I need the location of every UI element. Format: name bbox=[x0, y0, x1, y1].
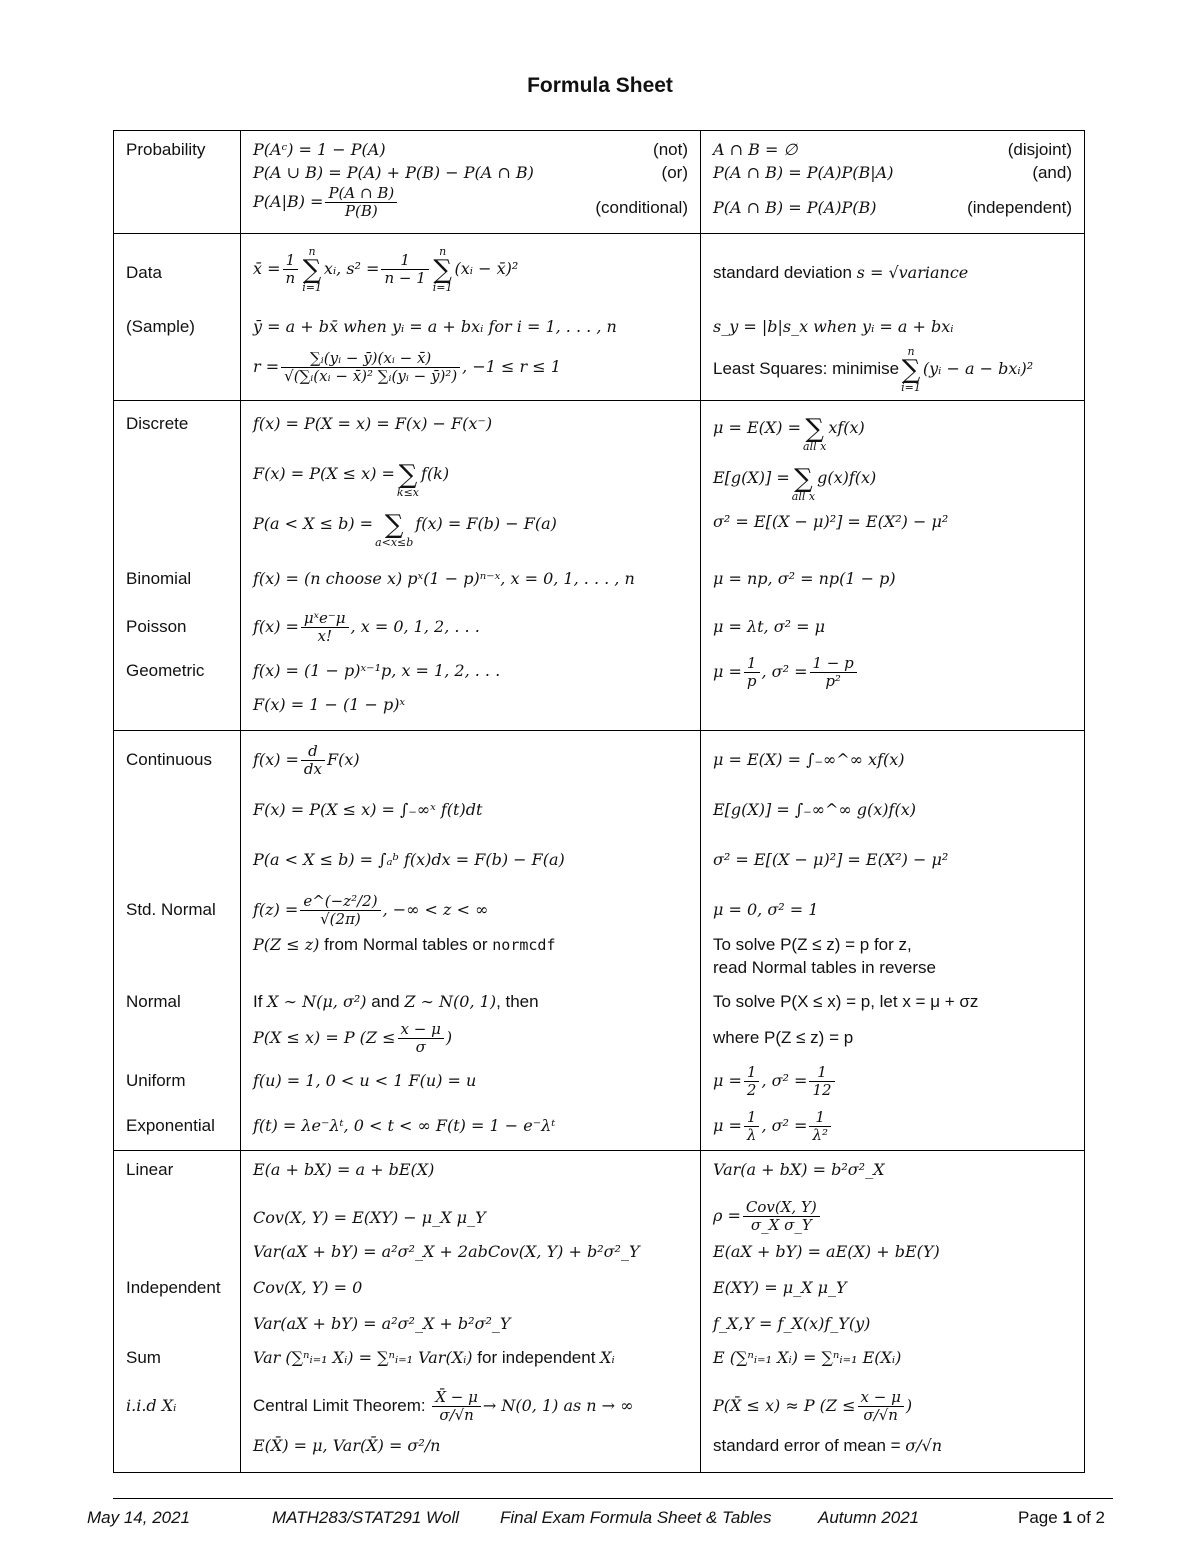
normal-cdf-formula: P(X ≤ x) = P (Z ≤ $\frac{x - \mu}{\sigma}$ ) bbox=[253, 1020, 453, 1056]
independent-variance: Var(aX + bY) = a²σ²_X + b²σ²_Y bbox=[253, 1314, 511, 1333]
discrete-cdf-formula: F(x) = P(X ≤ x) = ∑ k≤x f(k) bbox=[253, 459, 450, 499]
sum-variance: Var (∑ⁿᵢ₌₁ Xᵢ) = ∑ⁿᵢ₌₁ Var(Xᵢ) for independent Xᵢ bbox=[253, 1348, 615, 1367]
discrete-variance-formula: σ² = E[(X − μ)²] = E(X²) − μ² bbox=[713, 512, 949, 531]
linear-expectation: E(a + bX) = a + bE(X) bbox=[253, 1160, 435, 1179]
sum-label: Sum bbox=[126, 1348, 161, 1367]
linear-transform-mean: ȳ = a + bx̄ when yᵢ = a + bxᵢ for i = 1, . . . , n bbox=[253, 317, 617, 336]
discrete-expectation-formula: E[g(X)] = ∑ all x g(x)f(x) bbox=[713, 463, 877, 503]
reverse-tables-note: read Normal tables in reverse bbox=[713, 958, 936, 977]
footer-term: Autumn 2021 bbox=[818, 1508, 920, 1527]
uniform-pdf: f(u) = 1, 0 < u < 1 F(u) = u bbox=[253, 1071, 477, 1090]
std-normal-label: Std. Normal bbox=[126, 900, 216, 919]
scaled-sd-formula: s_y = |b|s_x when yᵢ = a + bxᵢ bbox=[713, 317, 954, 336]
linear-label: Linear bbox=[126, 1160, 174, 1179]
continuous-cdf-formula: F(x) = P(X ≤ x) = ∫₋∞ˣ f(t)dt bbox=[253, 800, 483, 819]
disjoint-rule: A ∩ B = ∅ bbox=[713, 140, 798, 159]
footer-rule bbox=[113, 1498, 1113, 1499]
poisson-pmf: f(x) = $\frac{\text{μˣe⁻μ}}{x!}$ , x = 0, 1, 2, . . . bbox=[253, 609, 480, 645]
conditional-note: (conditional) bbox=[595, 198, 688, 217]
poisson-label: Poisson bbox=[126, 617, 187, 636]
binomial-label: Binomial bbox=[126, 569, 192, 588]
std-dev-formula: standard deviation s = √variance bbox=[713, 263, 969, 282]
independent-label: Independent bbox=[126, 1278, 221, 1297]
sample-mean-moments: E(X̄) = μ, Var(X̄) = σ²/n bbox=[253, 1436, 441, 1455]
union-note: (or) bbox=[661, 163, 688, 182]
continuous-expectation-formula: E[g(X)] = ∫₋∞^∞ g(x)f(x) bbox=[713, 800, 916, 819]
least-squares-formula: Least Squares: minimise n ∑ i=1 (yᵢ − a − bxᵢ)² bbox=[713, 344, 1034, 394]
pmf-formula: f(x) = P(X = x) = F(x) − F(x⁻) bbox=[253, 414, 493, 433]
clt-approximation: P(X̄ ≤ x) ≈ P (Z ≤ $\frac{x - \mu}{\sigma/√n}$ ) bbox=[713, 1388, 913, 1424]
continuous-mean-formula: μ = E(X) = ∫₋∞^∞ xf(x) bbox=[713, 750, 905, 769]
data-row bbox=[114, 234, 1085, 401]
page-title: Formula Sheet bbox=[527, 74, 673, 97]
binomial-pmf: f(x) = (n choose x) pˣ(1 − p)ⁿ⁻ˣ, x = 0, 1, . . . , n bbox=[253, 569, 635, 588]
standard-error: standard error of mean = σ/√n bbox=[713, 1436, 943, 1455]
clt-formula: Central Limit Theorem: $\frac{X̄ - \mu}{\sigma/√n}$ → N(0, 1) as n → ∞ bbox=[253, 1388, 634, 1425]
independent-product-expectation: E(XY) = μ_X μ_Y bbox=[713, 1278, 847, 1297]
normal-standardise: If X ∼ N(μ, σ²) and Z ∼ N(0, 1), then bbox=[253, 992, 539, 1011]
sample-mean-variance: x̄ = $\frac{1}{n}$ n ∑ i=1 xᵢ, s² = $\frac{1}{n - 1}$ n ∑ i=1 (xᵢ − x̄)² bbox=[253, 244, 519, 294]
covariance-formula: Cov(X, Y) = E(XY) − μ_X μ_Y bbox=[253, 1208, 486, 1227]
uniform-moments: μ = $\frac{1}{2}$ , σ² = $\frac{1}{12}$ bbox=[713, 1060, 837, 1102]
pdf-formula: f(x) = $\frac{d}{dx}$ F(x) bbox=[253, 742, 360, 778]
binomial-moments: μ = np, σ² = np(1 − p) bbox=[713, 569, 896, 588]
discrete-label: Discrete bbox=[126, 414, 189, 433]
continuous-variance-formula: σ² = E[(X − μ)²] = E(X²) − μ² bbox=[713, 850, 949, 869]
independent-joint-density: f_X,Y = f_X(x)f_Y(y) bbox=[713, 1314, 871, 1333]
footer-date: May 14, 2021 bbox=[87, 1508, 191, 1527]
and-rule: P(A ∩ B) = P(A)P(B|A) bbox=[713, 163, 894, 182]
union-rule: P(A ∪ B) = P(A) + P(B) − P(A ∩ B) bbox=[253, 163, 534, 182]
exponential-label: Exponential bbox=[126, 1116, 215, 1135]
conditional-rule: P(A|B) = $\frac{P(A \cap B)}{P(B)}$ bbox=[253, 185, 399, 220]
normal-label: Normal bbox=[126, 992, 181, 1011]
sample-label: (Sample) bbox=[126, 317, 195, 336]
independent-note: (independent) bbox=[967, 198, 1072, 217]
continuous-row bbox=[114, 731, 1085, 1151]
linear-variance: Var(aX + bY) = a²σ²_X + 2abCov(X, Y) + b²σ²_Y bbox=[253, 1242, 640, 1261]
iid-label: i.i.d Xᵢ bbox=[126, 1396, 177, 1415]
complement-rule: P(Aᶜ) = 1 − P(A) bbox=[253, 140, 386, 159]
footer-document: Final Exam Formula Sheet & Tables bbox=[500, 1508, 772, 1527]
solve-z-note: To solve P(Z ≤ z) = p for z, bbox=[713, 935, 912, 954]
footer-course: MATH283/STAT291 Woll bbox=[272, 1508, 460, 1527]
probability-row bbox=[114, 131, 1085, 234]
correlation-coefficient: ρ = $\frac{\text{Cov(X, Y)}}{\text{σ\_X σ\_Y}}$ bbox=[713, 1195, 822, 1237]
independent-rule: P(A ∩ B) = P(A)P(B) bbox=[713, 198, 877, 217]
formula-table bbox=[113, 130, 1085, 1473]
poisson-moments: μ = λt, σ² = μ bbox=[713, 617, 826, 636]
disjoint-note: (disjoint) bbox=[1007, 140, 1072, 159]
discrete-interval-formula: P(a < X ≤ b) = ∑ a<x≤b f(x) = F(b) − F(a) bbox=[253, 509, 557, 549]
linear-row bbox=[114, 1151, 1085, 1473]
continuous-interval-formula: P(a < X ≤ b) = ∫ₐᵇ f(x)dx = F(b) − F(a) bbox=[253, 850, 565, 869]
linear-expectation-two: E(aX + bY) = aE(X) + bE(Y) bbox=[713, 1242, 940, 1261]
probability-label: Probability bbox=[126, 140, 206, 159]
discrete-row bbox=[114, 401, 1085, 731]
discrete-mean-formula: μ = E(X) = ∑ all x xf(x) bbox=[713, 413, 865, 453]
and-note: (and) bbox=[1032, 163, 1072, 182]
continuous-label: Continuous bbox=[126, 750, 213, 769]
geometric-cdf: F(x) = 1 − (1 − p)ˣ bbox=[253, 695, 406, 714]
std-normal-pdf: f(z) = $\frac{\text{e\textasciicircum{}(−z²/2)}}{√(2\pi)}$ , −∞ < z < ∞ bbox=[253, 892, 489, 928]
footer-page: Page 1 of 2 bbox=[1018, 1508, 1105, 1527]
geometric-pmf: f(x) = (1 − p)ˣ⁻¹p, x = 1, 2, . . . bbox=[253, 661, 501, 680]
exponential-pdf: f(t) = λe⁻λᵗ, 0 < t < ∞ F(t) = 1 − e⁻λᵗ bbox=[253, 1116, 556, 1135]
geometric-label: Geometric bbox=[126, 661, 205, 680]
std-normal-moments: μ = 0, σ² = 1 bbox=[713, 900, 819, 919]
where-note: where P(Z ≤ z) = p bbox=[713, 1028, 854, 1047]
sum-expectation: E (∑ⁿᵢ₌₁ Xᵢ) = ∑ⁿᵢ₌₁ E(Xᵢ) bbox=[713, 1348, 902, 1367]
uniform-label: Uniform bbox=[126, 1071, 186, 1090]
normal-tables-note: P(Z ≤ z) from Normal tables or normcdf bbox=[253, 935, 556, 954]
data-label: Data bbox=[126, 263, 162, 282]
correlation-formula: r = $\frac{\text{∑ᵢ(yᵢ − ȳ)(xᵢ − x̄)}}{\text{√(∑ᵢ(xᵢ − x̄)² ∑ᵢ(yᵢ − ȳ)²)}}$ , −1 ≤ r ≤ 1 bbox=[253, 349, 561, 385]
independent-covariance: Cov(X, Y) = 0 bbox=[253, 1278, 363, 1297]
solve-x-note: To solve P(X ≤ x) = p, let x = μ + σz bbox=[713, 992, 979, 1011]
geometric-moments: μ = $\frac{1}{p}$ , σ² = $\frac{1 - p}{\text{p²}}$ bbox=[713, 651, 859, 693]
linear-variance-single: Var(a + bX) = b²σ²_X bbox=[713, 1160, 885, 1179]
complement-note: (not) bbox=[653, 140, 688, 159]
exponential-moments: μ = $\frac{1}{\lambda}$ , σ² = $\frac{1}{\text{λ²}}$ bbox=[713, 1105, 833, 1147]
